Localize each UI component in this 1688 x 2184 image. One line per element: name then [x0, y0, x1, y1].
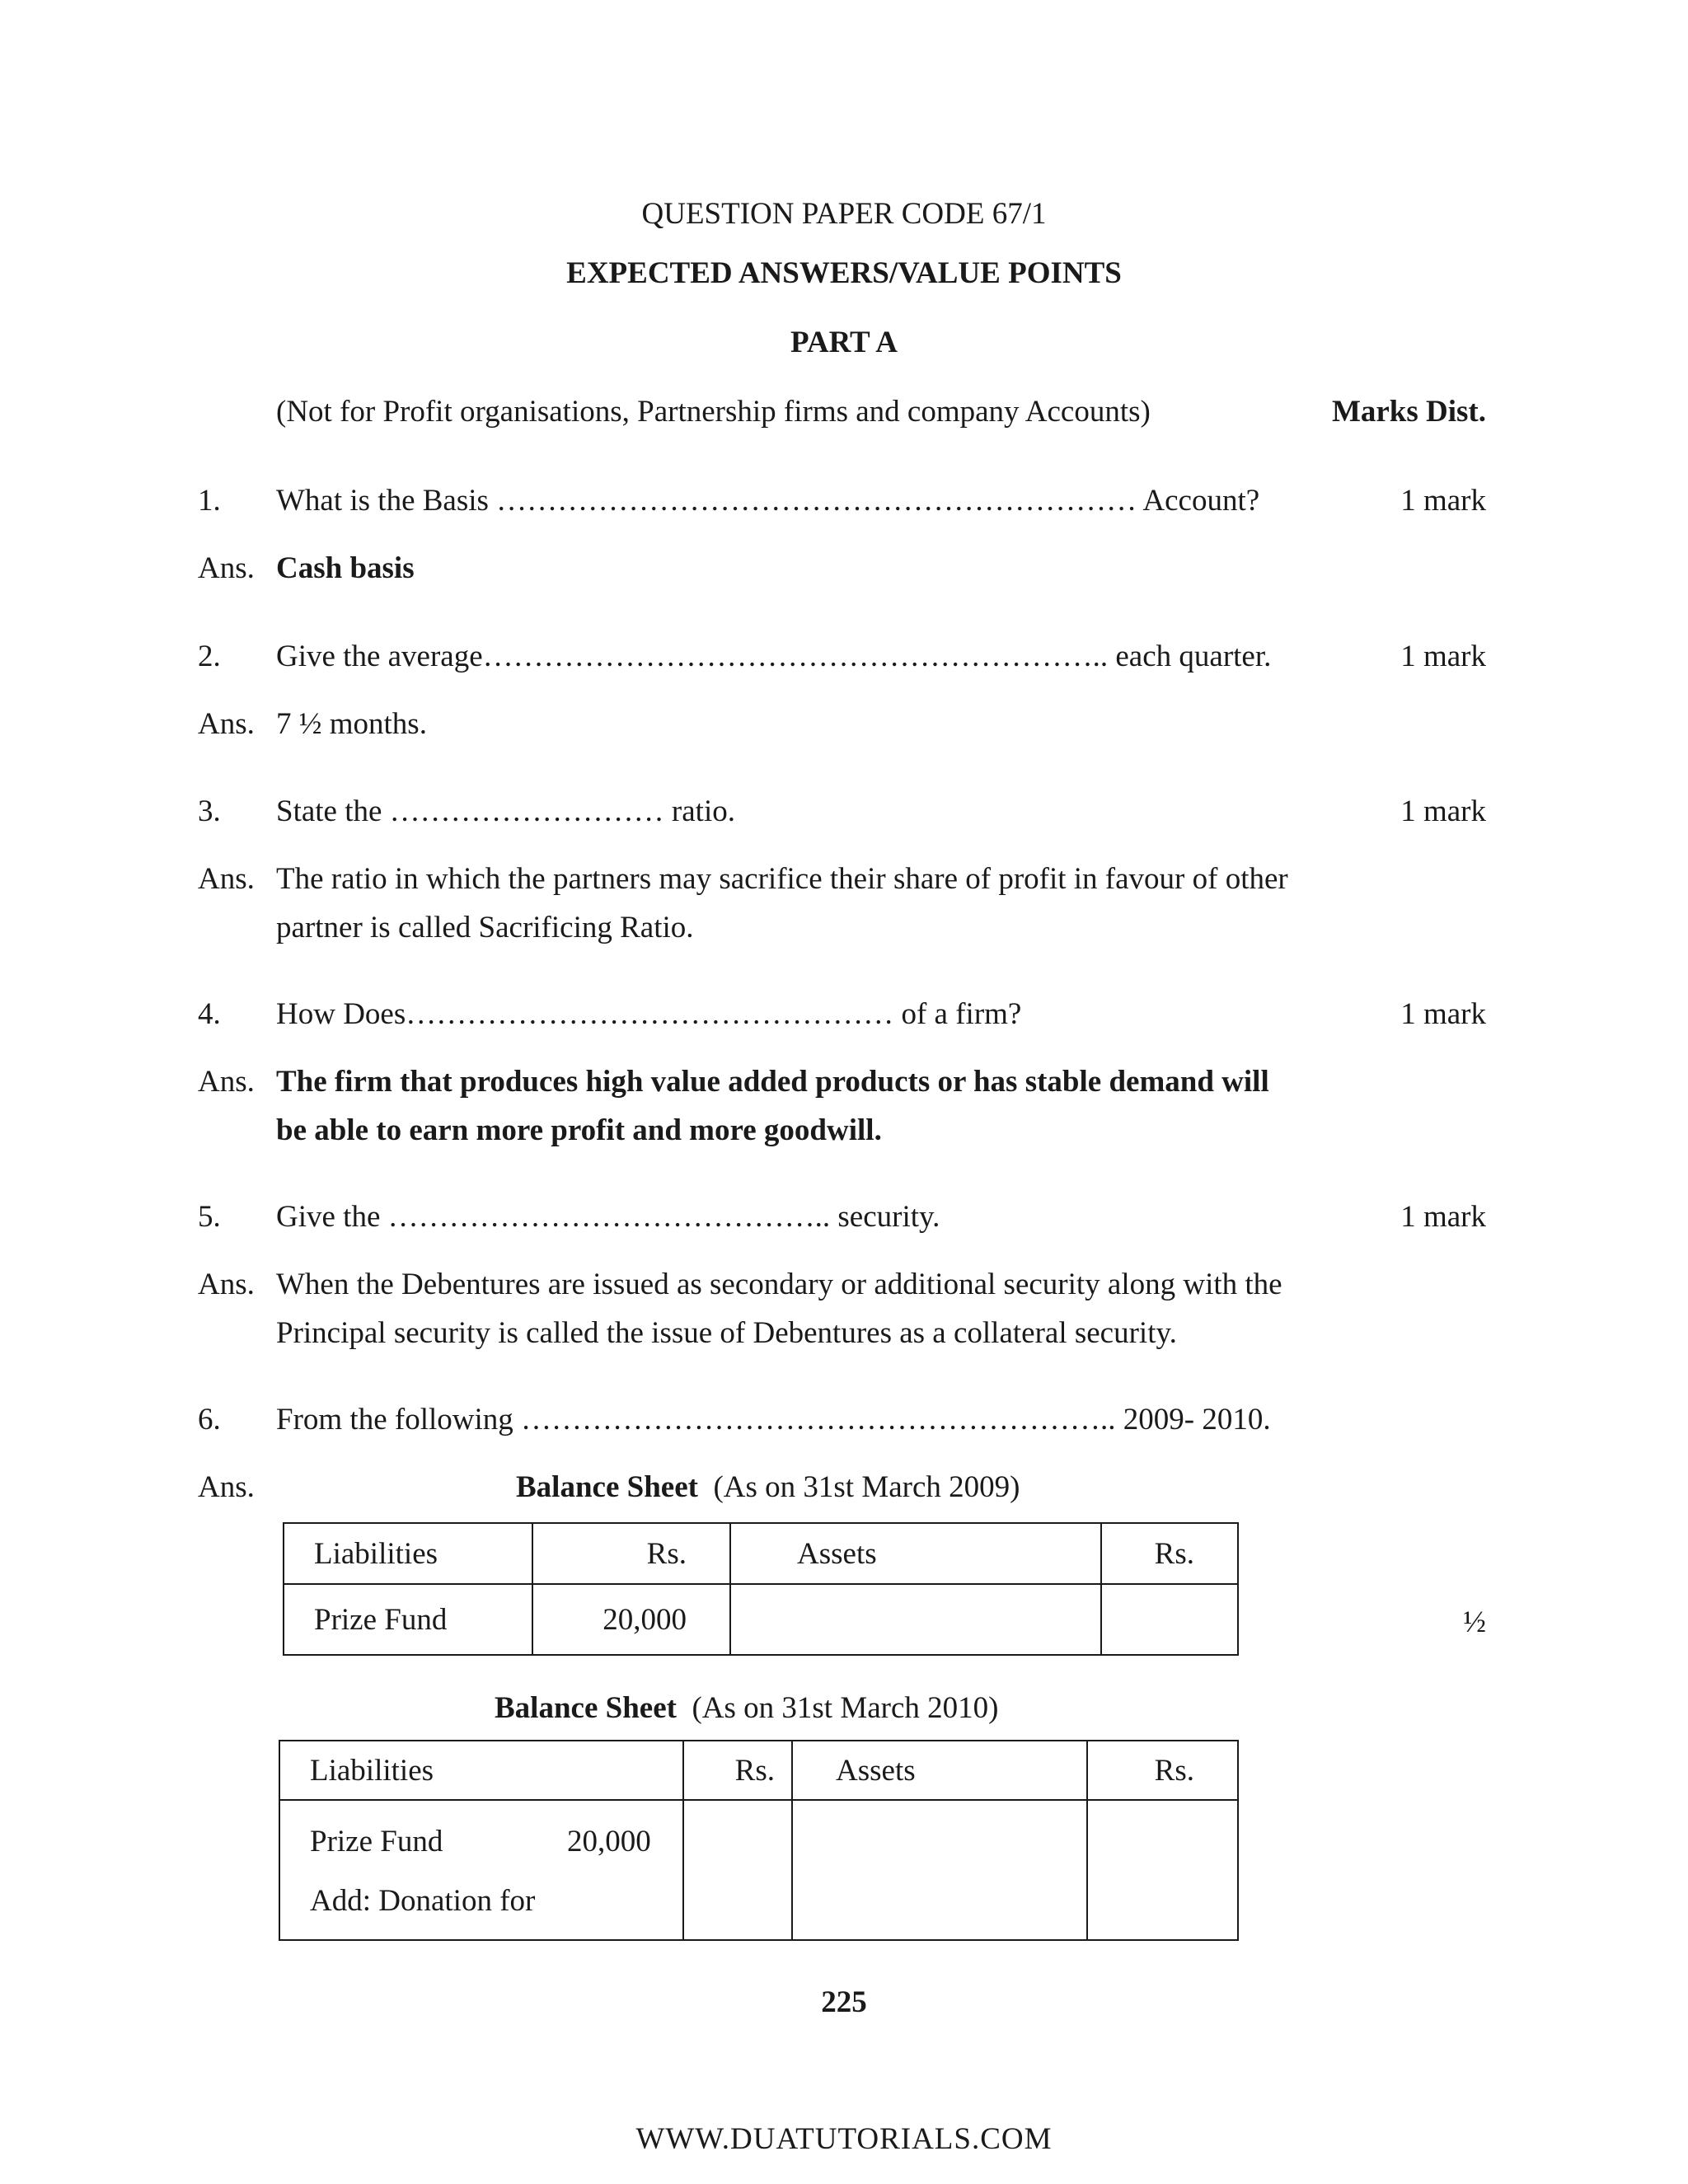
answer-text-line-1: The firm that produces high value added products or has stable demand will: [276, 1065, 1269, 1099]
half-mark: ½: [1463, 1605, 1486, 1639]
question-number: 3.: [198, 794, 221, 828]
table-row: [279, 1800, 1238, 1940]
cell-liability: Prize Fund: [284, 1584, 532, 1655]
cell-liabilities: [279, 1800, 683, 1940]
question-marks: 1 mark: [1400, 640, 1486, 673]
balance-sheet-2010-title: [495, 1690, 998, 1727]
cell-asset-amount: [1101, 1584, 1238, 1655]
question-marks: 1 mark: [1400, 997, 1486, 1031]
cell-amount: [683, 1800, 792, 1940]
question-text: From the following ………………………………………………….. 2009- 2010.: [276, 1403, 1271, 1436]
liability-label: Add: Donation for: [310, 1884, 536, 1918]
liability-label: Prize Fund: [310, 1825, 443, 1858]
answer-text-line-2: partner is called Sacrificing Ratio.: [276, 911, 694, 944]
marks-heading: Marks Dist.: [1331, 395, 1486, 429]
balance-sheet-title-bold: Balance Sheet: [516, 1470, 698, 1504]
answer-label: Ans.: [198, 1268, 255, 1301]
question-number: 1.: [198, 484, 221, 518]
question-number: 4.: [198, 997, 221, 1031]
table-header-row: [284, 1523, 1238, 1584]
answer-text-line-1: When the Debentures are issued as secondary or additional security along with the: [276, 1268, 1282, 1301]
answer-label: Ans.: [198, 1065, 255, 1099]
balance-sheet-2010-table: [279, 1740, 1239, 1941]
cell-asset: [792, 1800, 1087, 1940]
liability-line: [310, 1812, 682, 1872]
balance-sheet-date: (As on 31st March 2010): [692, 1691, 999, 1725]
answer-text: Cash basis: [276, 551, 415, 585]
answer-text-line-1: The ratio in which the partners may sacrifice their share of profit in favour of other: [276, 862, 1288, 896]
answer-text-line-2: be able to earn more profit and more goodwill.: [276, 1113, 882, 1147]
answer-label: Ans.: [198, 1470, 255, 1504]
cell-amount: 20,000: [532, 1584, 730, 1655]
table-header-row: [279, 1741, 1238, 1800]
question-marks: 1 mark: [1400, 1200, 1486, 1234]
header-rs: Rs.: [1101, 1523, 1238, 1584]
page-number: 225: [821, 1985, 867, 2019]
answer-label: Ans.: [198, 707, 255, 741]
inner-amount: 20,000: [567, 1825, 651, 1858]
header-rs: Rs.: [532, 1523, 730, 1584]
balance-sheet-date: (As on 31st March 2009): [713, 1470, 1020, 1504]
section-subtitle: (Not for Profit organisations, Partnership firms and company Accounts): [276, 395, 1151, 429]
header-rs: Rs.: [683, 1741, 792, 1800]
paper-code: QUESTION PAPER CODE 67/1: [641, 197, 1047, 231]
question-text: State the ……………………… ratio.: [276, 794, 735, 828]
question-marks: 1 mark: [1400, 484, 1486, 518]
header-assets: Assets: [730, 1523, 1101, 1584]
answer-label: Ans.: [198, 862, 255, 896]
question-number: 6.: [198, 1403, 221, 1436]
cell-asset-amount: [1087, 1800, 1238, 1940]
answer-label: Ans.: [198, 551, 255, 585]
question-text: Give the …………………………………….. security.: [276, 1200, 940, 1234]
question-marks: 1 mark: [1400, 794, 1486, 828]
question-text: What is the Basis ……………………………………………………… Account?: [276, 484, 1260, 518]
header-liabilities: Liabilities: [284, 1523, 532, 1584]
website-watermark: WWW.DUATUTORIALS.COM: [635, 2122, 1053, 2156]
balance-sheet-2009-table: [283, 1522, 1239, 1656]
question-text: How Does………………………………………… of a firm?: [276, 997, 1022, 1031]
header-rs: Rs.: [1087, 1741, 1238, 1800]
answer-text-line-2: Principal security is called the issue of Debentures as a collateral security.: [276, 1316, 1177, 1350]
header-assets: Assets: [792, 1741, 1087, 1800]
cell-asset: [730, 1584, 1101, 1655]
question-number: 5.: [198, 1200, 221, 1234]
answer-text: 7 ½ months.: [276, 707, 427, 741]
table-row: [284, 1584, 1238, 1655]
header-liabilities: Liabilities: [279, 1741, 683, 1800]
document-title: EXPECTED ANSWERS/VALUE POINTS: [566, 256, 1122, 290]
balance-sheet-2009-title: [516, 1469, 1020, 1506]
liability-line: [310, 1872, 682, 1931]
part-heading: PART A: [790, 326, 898, 359]
balance-sheet-title-bold: Balance Sheet: [495, 1691, 677, 1725]
question-number: 2.: [198, 640, 221, 673]
question-text: Give the average…………………………………………………….. each quarter.: [276, 640, 1272, 673]
